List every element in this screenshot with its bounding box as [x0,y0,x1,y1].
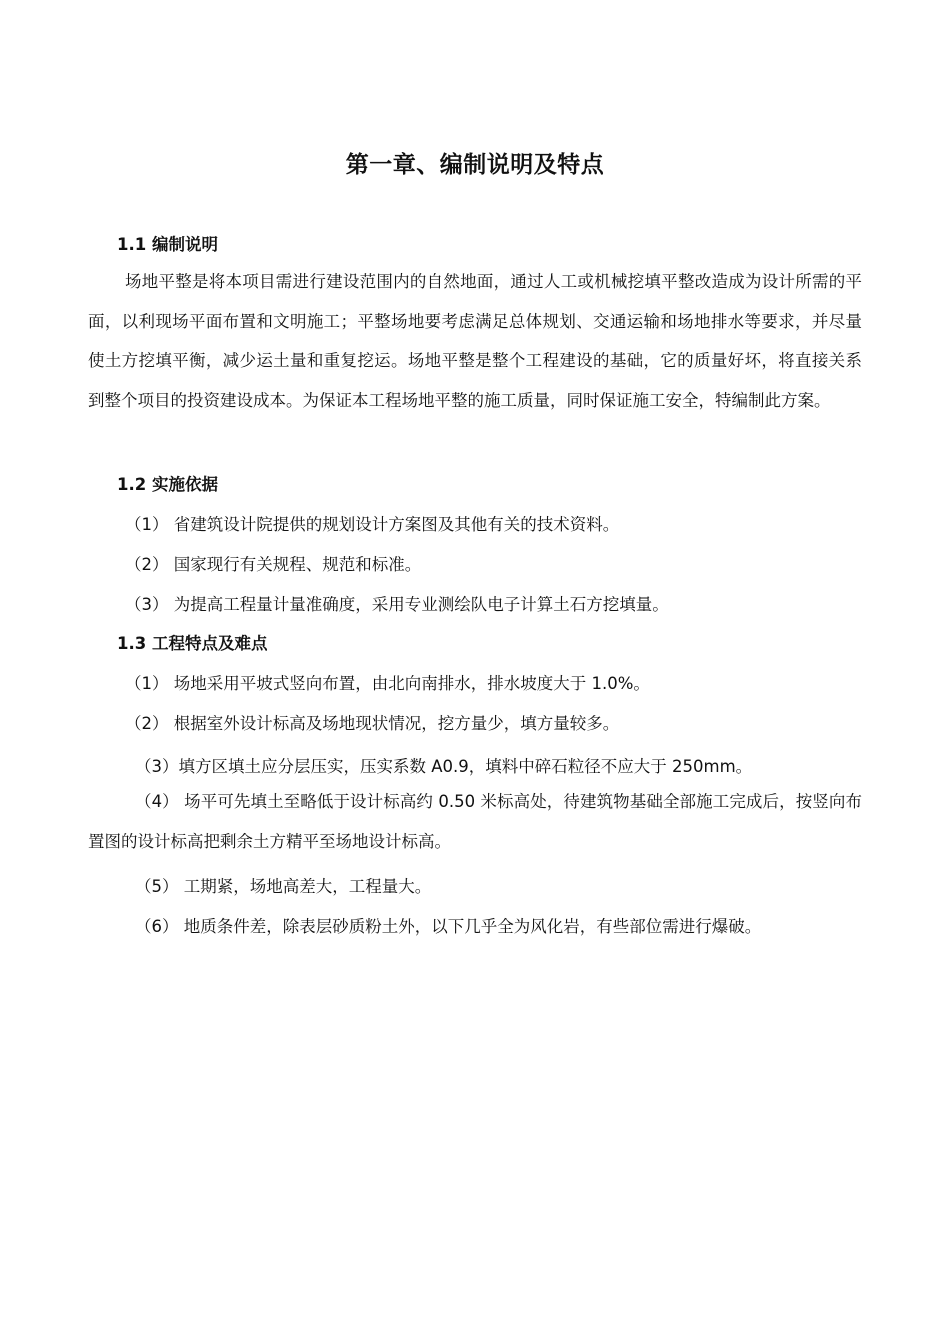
basis-item-3: （3） 为提高工程量计量准确度，采用专业测绘队电子计算土石方挖填量。 [125,595,669,614]
section-heading-1-2: 1.2 实施依据 [117,475,218,494]
feature-item-5: （5） 工期紧，场地高差大，工程量大。 [135,877,432,896]
feature-item-3: （3）填方区填土应分层压实，压实系数 A0.9，填料中碎石粒径不应大于 250mm。 [135,757,753,776]
basis-item-2: （2） 国家现行有关规程、规范和标准。 [125,555,422,574]
section-paragraph-1-1: 场地平整是将本项目需进行建设范围内的自然地面，通过人工或机械挖填平整改造成为设计所需的平面，以利现场平面布置和文明施工；平整场地要考虑满足总体规划、交通运输和场地排水等要求，并尽量使土方挖填平衡，减少运土量和重复挖运。场地平整是整个工程建设的基础，它的质量好坏，将直接关系到整个项目的投资建设成本。为保证本工程场地平整的施工质量，同时保证施工安全，特编制此方案。 [88,272,862,410]
chapter-title: 第一章、编制说明及特点 [345,152,605,178]
feature-item-4: （4） 场平可先填土至略低于设计标高约 0.50 米标高处，待建筑物基础全部施工完成后，按竖向布置图的设计标高把剩余土方精平至场地设计标高。 [88,792,862,851]
basis-item-1: （1） 省建筑设计院提供的规划设计方案图及其他有关的技术资料。 [125,515,620,534]
feature-item-6: （6） 地质条件差，除表层砂质粉土外，以下几乎全为风化岩，有些部位需进行爆破。 [135,917,762,936]
feature-item-1: （1） 场地采用平坡式竖向布置，由北向南排水，排水坡度大于 1.0%。 [125,674,650,693]
section-heading-1-1: 1.1 编制说明 [117,235,218,254]
section-heading-1-3: 1.3 工程特点及难点 [117,634,268,653]
feature-item-2: （2） 根据室外设计标高及场地现状情况，挖方量少，填方量较多。 [125,714,620,733]
